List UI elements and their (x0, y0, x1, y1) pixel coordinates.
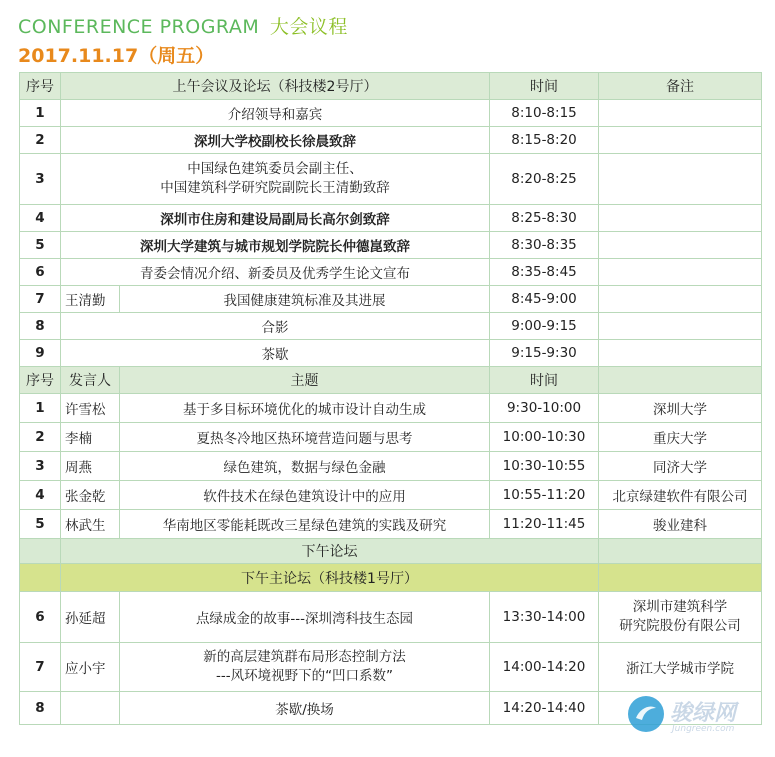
speaker-cell (61, 692, 120, 725)
note-cell (599, 313, 762, 340)
time-cell: 9:15-9:30 (490, 340, 599, 367)
watermark-logo-icon (628, 696, 664, 732)
seq-cell: 3 (20, 452, 61, 481)
seq-cell: 5 (20, 232, 61, 259)
time-cell: 8:35-8:45 (490, 259, 599, 286)
seq-cell: 8 (20, 692, 61, 725)
topic-cell: 深圳大学校副校长徐晨致辞 (61, 127, 490, 154)
header-session: 上午会议及论坛（科技楼2号厅） (61, 73, 490, 100)
watermark (628, 694, 768, 742)
topic-cell (61, 154, 490, 205)
topic-cell: 华南地区零能耗既改三星绿色建筑的实践及研究 (120, 510, 490, 539)
speaker-cell: 许雪松 (61, 394, 120, 423)
page-title (18, 12, 348, 39)
seq-cell: 4 (20, 481, 61, 510)
speaker-cell: 王清勤 (61, 286, 120, 313)
table-row (20, 592, 762, 643)
note-cell (599, 205, 762, 232)
table-row (20, 232, 762, 259)
note-cell (599, 340, 762, 367)
band-empty (599, 564, 762, 592)
title-chinese: 大会议程 (269, 16, 348, 38)
band-empty (20, 539, 61, 564)
org-cell: 浙江大学城市学院 (599, 643, 762, 692)
seq-cell: 8 (20, 313, 61, 340)
time-cell: 8:25-8:30 (490, 205, 599, 232)
note-cell (599, 286, 762, 313)
time-cell: 11:20-11:45 (490, 510, 599, 539)
org-line: 深圳市建筑科学 (632, 599, 728, 615)
seq-cell: 6 (20, 592, 61, 643)
seq-cell: 7 (20, 643, 61, 692)
org-cell: 同济大学 (599, 452, 762, 481)
seq-cell: 6 (20, 259, 61, 286)
table-row (20, 481, 762, 510)
seq-cell: 4 (20, 205, 61, 232)
note-cell (599, 154, 762, 205)
program-table (19, 72, 762, 725)
topic-line: ---风环境视野下的“凹口系数” (215, 668, 394, 684)
time-cell: 8:30-8:35 (490, 232, 599, 259)
time-cell: 14:00-14:20 (490, 643, 599, 692)
time-cell: 10:30-10:55 (490, 452, 599, 481)
table-row (20, 154, 762, 205)
table-row (20, 510, 762, 539)
header-time: 时间 (490, 367, 599, 394)
note-cell (599, 232, 762, 259)
time-cell: 14:20-14:40 (490, 692, 599, 725)
seq-cell: 9 (20, 340, 61, 367)
band-empty (599, 539, 762, 564)
time-cell: 8:10-8:15 (490, 100, 599, 127)
seq-cell: 3 (20, 154, 61, 205)
watermark-subtext: Jungreen.com (672, 724, 735, 734)
topic-line: 中国绿色建筑委员会副主任、 (187, 161, 363, 177)
time-cell: 8:45-9:00 (490, 286, 599, 313)
org-cell: 重庆大学 (599, 423, 762, 452)
event-date: 2017.11.17（周五） (18, 45, 215, 67)
afternoon-band (20, 539, 762, 564)
seq-cell: 1 (20, 100, 61, 127)
topic-cell: 深圳大学建筑与城市规划学院院长仲德崑致辞 (61, 232, 490, 259)
table-row (20, 423, 762, 452)
topic-cell: 茶歇 (61, 340, 490, 367)
seq-cell: 2 (20, 127, 61, 154)
band-empty (20, 564, 61, 592)
header-note: 备注 (599, 73, 762, 100)
time-cell: 9:30-10:00 (490, 394, 599, 423)
table-row (20, 205, 762, 232)
org-cell: 深圳大学 (599, 394, 762, 423)
header-topic: 主题 (120, 367, 490, 394)
topic-cell: 我国健康建筑标准及其进展 (120, 286, 490, 313)
topic-cell: 软件技术在绿色建筑设计中的应用 (120, 481, 490, 510)
watermark-text: 骏绿网 (670, 701, 737, 726)
speaker-cell: 孙延超 (61, 592, 120, 643)
speaker-cell: 应小宇 (61, 643, 120, 692)
topic-cell: 深圳市住房和建设局副局长高尔剑致辞 (61, 205, 490, 232)
note-cell (599, 259, 762, 286)
morning-header-row (20, 73, 762, 100)
table-row (20, 100, 762, 127)
seq-cell: 7 (20, 286, 61, 313)
topic-cell: 基于多目标环境优化的城市设计自动生成 (120, 394, 490, 423)
afternoon-subtitle: 下午主论坛（科技楼1号厅） (61, 564, 599, 592)
topic-cell: 茶歇/换场 (120, 692, 490, 725)
org-line: 研究院股份有限公司 (619, 618, 741, 634)
table-row (20, 127, 762, 154)
table-row (20, 313, 762, 340)
speaker-cell: 周燕 (61, 452, 120, 481)
header-speaker: 发言人 (61, 367, 120, 394)
topic-cell: 合影 (61, 313, 490, 340)
speaker-cell: 林武生 (61, 510, 120, 539)
header-seq: 序号 (20, 73, 61, 100)
time-cell: 10:55-11:20 (490, 481, 599, 510)
table-row (20, 286, 762, 313)
header-time: 时间 (490, 73, 599, 100)
note-cell (599, 100, 762, 127)
topic-cell (120, 643, 490, 692)
table-row (20, 452, 762, 481)
table-row (20, 643, 762, 692)
topic-line: 新的高层建筑群布局形态控制方法 (203, 649, 406, 665)
afternoon-title: 下午论坛 (61, 539, 599, 564)
table-row (20, 394, 762, 423)
topic-cell: 绿色建筑，数据与绿色金融 (120, 452, 490, 481)
topic-cell: 夏热冬冷地区热环境营造问题与思考 (120, 423, 490, 452)
header-seq: 序号 (20, 367, 61, 394)
topic-cell: 介绍领导和嘉宾 (61, 100, 490, 127)
time-cell: 8:20-8:25 (490, 154, 599, 205)
org-cell: 骏业建科 (599, 510, 762, 539)
topic-line: 中国建筑科学研究院副院长王清勤致辞 (160, 180, 390, 196)
time-cell: 10:00-10:30 (490, 423, 599, 452)
forum-header-row (20, 367, 762, 394)
seq-cell: 5 (20, 510, 61, 539)
table-row (20, 340, 762, 367)
title-english: CONFERENCE PROGRAM (18, 16, 260, 38)
note-cell (599, 127, 762, 154)
org-cell (599, 592, 762, 643)
speaker-cell: 李楠 (61, 423, 120, 452)
org-cell: 北京绿建软件有限公司 (599, 481, 762, 510)
table-row (20, 259, 762, 286)
topic-cell: 点绿成金的故事---深圳湾科技生态园 (120, 592, 490, 643)
time-cell: 13:30-14:00 (490, 592, 599, 643)
page-header (18, 12, 348, 68)
seq-cell: 1 (20, 394, 61, 423)
speaker-cell: 张金乾 (61, 481, 120, 510)
afternoon-subband (20, 564, 762, 592)
topic-cell: 青委会情况介绍、新委员及优秀学生论文宣布 (61, 259, 490, 286)
time-cell: 8:15-8:20 (490, 127, 599, 154)
header-org (599, 367, 762, 394)
time-cell: 9:00-9:15 (490, 313, 599, 340)
seq-cell: 2 (20, 423, 61, 452)
